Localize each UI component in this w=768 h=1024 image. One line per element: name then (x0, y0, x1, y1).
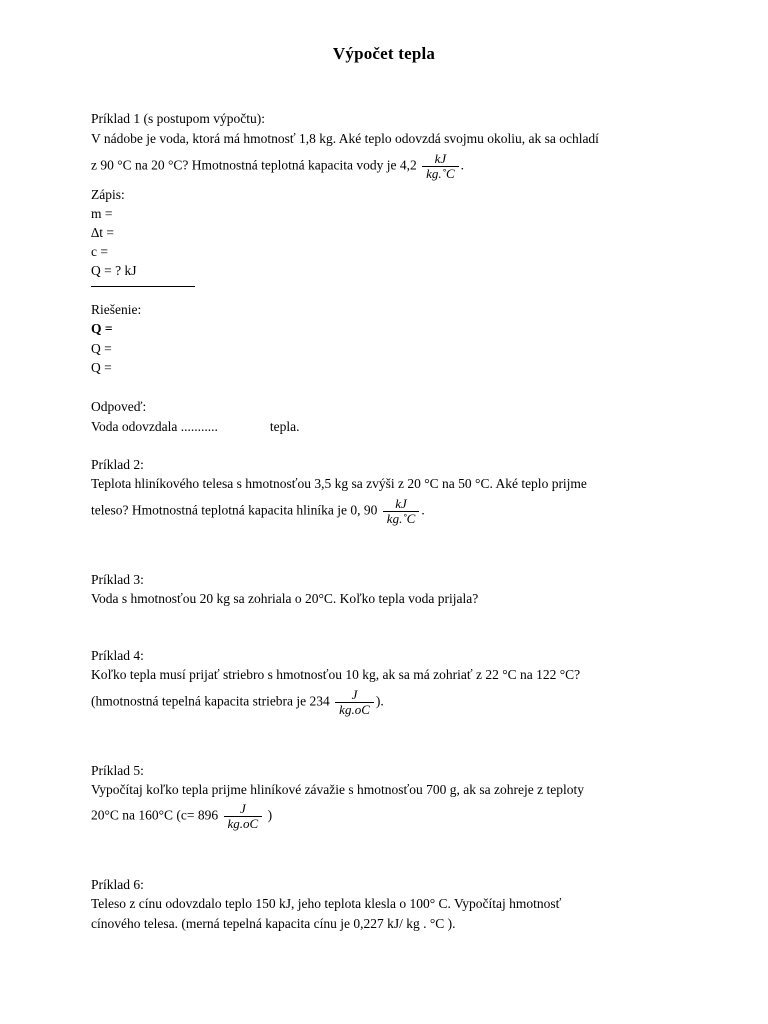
example-2-text-line-2 (91, 497, 425, 526)
example-2-text-line-2-start: teleso? Hmotnostná teplotná kapacita hliníka je 0, 90 (91, 502, 378, 518)
example-4-text-line-2-start: (hmotnostná tepelná kapacita striebra je 234 (91, 693, 330, 709)
riesenie-label: Riešenie: (91, 302, 142, 317)
zapis-divider (91, 286, 195, 287)
example-6-text-line-1: Teleso z cínu odovzdalo teplo 150 kJ, jeho teplota klesla o 100° C. Vypočítaj hmotnosť (91, 896, 562, 911)
example-5-text-line-2-end: ) (267, 807, 273, 823)
example-5-text-line-2 (91, 802, 272, 831)
odpoved-start: Voda odovzdala (91, 419, 178, 434)
example-6-heading: Príklad 6: (91, 877, 144, 892)
example-6-text-line-2: cínového telesa. (merná tepelná kapacita cínu je 0,227 kJ/ kg . °C ). (91, 916, 456, 931)
example-4-text-line-2 (91, 688, 384, 717)
example-4-heading: Príklad 4: (91, 648, 144, 663)
odpoved-label: Odpoveď: (91, 399, 147, 414)
riesenie-line-2: Q = (91, 341, 112, 356)
example-5-heading: Príklad 5: (91, 763, 144, 778)
fraction-denominator: kg.˚C (426, 166, 455, 181)
odpoved-line (91, 418, 299, 436)
example-2-text-line-1: Teplota hliníkového telesa s hmotnosťou 3,5 kg sa zvýši z 20 °C na 50 °C. Aké teplo prijme (91, 476, 587, 491)
fraction-numerator: kJ (422, 152, 459, 167)
example-1-heading: Príklad 1 (s postupom výpočtu): (91, 111, 265, 126)
example-3-heading: Príklad 3: (91, 572, 144, 587)
example-1-text-line-2 (91, 152, 464, 181)
example-5-unit-fraction (224, 802, 263, 831)
example-5-text-line-1: Vypočítaj koľko tepla prijme hliníkové závažie s hmotnosťou 700 g, ak sa zohreje z teploty (91, 782, 585, 797)
example-5-text-line-2-start: 20°C na 160°C (c= 896 (91, 807, 219, 823)
example-2-heading: Príklad 2: (91, 457, 144, 472)
zapis-heat: Q = ? kJ (91, 263, 137, 278)
example-2-unit-fraction (383, 497, 420, 526)
example-4-unit-fraction (335, 688, 374, 717)
fraction-numerator: kJ (383, 497, 420, 512)
fraction-numerator: J (335, 688, 374, 703)
fraction-denominator: kg.oC (339, 702, 370, 717)
example-1-text-line-2-start: z 90 °C na 20 °C? Hmotnostná teplotná kapacita vody je 4,2 (91, 157, 417, 173)
riesenie-line-3: Q = (91, 360, 112, 375)
page-title: Výpočet tepla (332, 44, 436, 63)
odpoved-blank: ........... (180, 419, 218, 434)
zapis-delta-t: ∆t = (91, 225, 114, 240)
fraction-numerator: J (224, 802, 263, 817)
odpoved-end: tepla. (269, 419, 300, 434)
example-1-text-line-1: V nádobe je voda, ktorá má hmotnosť 1,8 kg. Aké teplo odovzdá svojmu okoliu, ak sa ochladí (91, 131, 599, 146)
example-1-text-line-2-end: . (460, 157, 465, 173)
riesenie-line-1: Q = (91, 321, 113, 336)
example-3-text-line-1: Voda s hmotnosťou 20 kg sa zohriala o 20°C. Koľko tepla voda prijala? (91, 591, 479, 606)
example-4-text-line-1: Koľko tepla musí prijať striebro s hmotnosťou 10 kg, ak sa má zohriať z 22 °C na 122 °C? (91, 667, 581, 682)
example-4-text-line-2-end: ). (375, 693, 384, 709)
zapis-mass: m = (91, 206, 113, 221)
example-1-unit-fraction (422, 152, 459, 181)
example-2-text-line-2-end: . (421, 502, 425, 518)
zapis-capacity: c = (91, 244, 108, 259)
fraction-denominator: kg.oC (227, 816, 259, 831)
fraction-denominator: kg.˚C (386, 511, 416, 526)
zapis-label: Zápis: (91, 187, 125, 202)
